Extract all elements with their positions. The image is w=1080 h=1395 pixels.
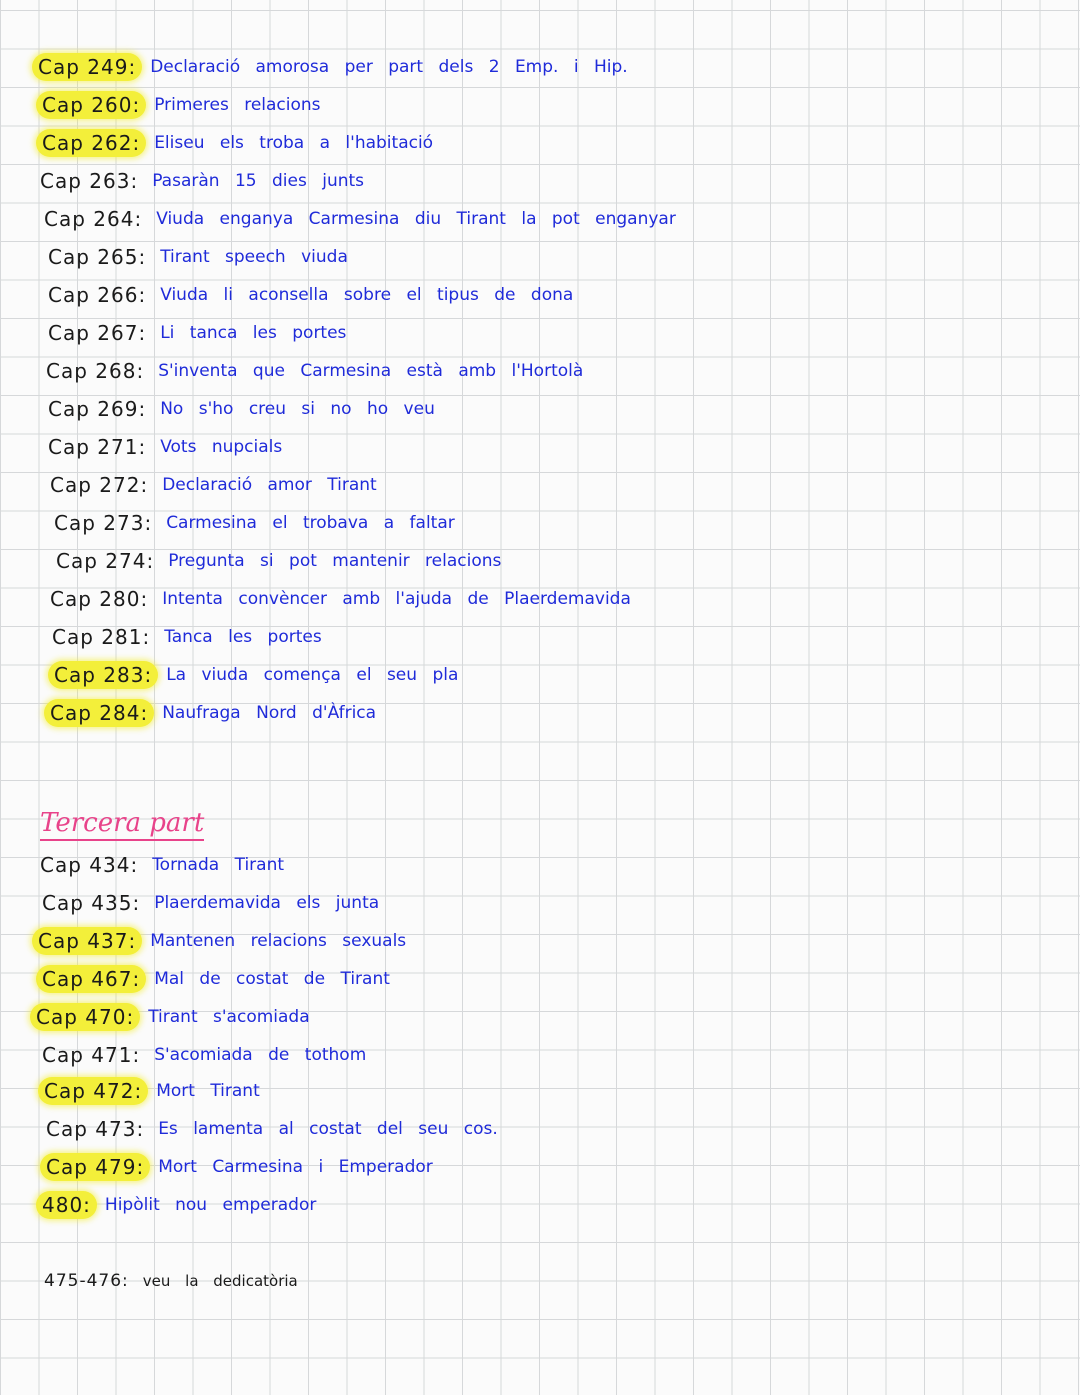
chapter-label: Cap 280: [50,587,149,611]
chapter-summary: Eliseu els troba a l'habitació [154,133,434,153]
footnote-line [38,1266,298,1296]
chapter-summary: Viuda enganya Carmesina diu Tirant la pot enganyar [156,209,676,229]
chapter-label: Cap 260: [36,91,146,119]
chapter-line [42,242,348,272]
chapter-line [48,508,455,538]
chapter-line [38,204,676,234]
chapter-summary: Pregunta si pot mantenir relacions [168,551,502,571]
chapter-summary: Declaració amor Tirant [162,475,377,495]
section-heading: Tercera part [40,808,204,841]
chapter-label: Cap 249: [32,53,142,81]
chapter-line [50,546,501,576]
chapter-label: Cap 437: [32,927,142,955]
chapter-label: Cap 283: [48,661,158,689]
chapter-line [36,888,379,918]
chapter-label: Cap 263: [40,169,139,193]
chapter-label: Cap 473: [46,1117,145,1141]
chapter-summary: S'acomiada de tothom [154,1045,367,1065]
chapter-label: Cap 479: [40,1153,150,1181]
chapter-summary: Tirant s'acomiada [148,1007,310,1027]
chapter-label: Cap 264: [44,207,143,231]
chapter-label: Cap 471: [42,1043,141,1067]
chapter-label: Cap 267: [48,321,147,345]
chapter-label: Cap 272: [50,473,149,497]
chapter-line [32,52,628,82]
chapter-label: Cap 266: [48,283,147,307]
chapter-line [42,394,435,424]
chapter-label: Cap 274: [56,549,155,573]
footnote-text: veu la dedicatòria [142,1272,298,1290]
chapter-line [36,128,433,158]
footnote-label: 475-476: [44,1271,129,1291]
chapter-summary: Mal de costat de Tirant [154,969,390,989]
chapter-label: Cap 269: [48,397,147,421]
chapter-line [36,1040,366,1070]
chapter-line [36,964,390,994]
chapter-line [44,584,631,614]
chapter-label: Cap 262: [36,129,146,157]
chapter-summary: Intenta convèncer amb l'ajuda de Plaerdemavida [162,589,631,609]
chapter-summary: Carmesina el trobava a faltar [166,513,455,533]
chapter-summary: No s'ho creu si no ho veu [160,399,435,419]
chapter-label: Cap 284: [44,699,154,727]
chapter-summary: Es lamenta al costat del seu cos. [158,1119,498,1139]
chapter-label: Cap 467: [36,965,146,993]
chapter-summary: Pasaràn 15 dies junts [152,171,365,191]
chapter-summary: Vots nupcials [160,437,283,457]
chapter-summary: Declaració amorosa per part dels 2 Emp. i Hip. [150,57,628,77]
chapter-summary: Li tanca les portes [160,323,347,343]
chapter-label: Cap 470: [30,1003,140,1031]
chapter-summary: S'inventa que Carmesina està amb l'Hortolà [158,361,584,381]
chapter-summary: Mort Tirant [156,1081,260,1101]
chapter-line [34,850,284,880]
chapter-label: Cap 472: [38,1077,148,1105]
chapter-label: Cap 271: [48,435,147,459]
chapter-line [36,1190,316,1220]
chapter-summary: La viuda comença el seu pla [166,665,459,685]
chapter-label: 480: [36,1191,97,1219]
chapter-label: Cap 435: [42,891,141,915]
chapter-label: Cap 265: [48,245,147,269]
chapter-line [42,280,573,310]
chapter-summary: Mantenen relacions sexuals [150,931,407,951]
chapter-line [40,1152,433,1182]
chapter-line [40,356,583,386]
chapter-summary: Primeres relacions [154,95,321,115]
chapter-summary: Tanca les portes [164,627,322,647]
chapter-summary: Plaerdemavida els junta [154,893,380,913]
chapter-summary: Tirant speech viuda [160,247,348,267]
chapter-line [42,432,282,462]
chapter-line [36,90,321,120]
chapter-summary: Viuda li aconsella sobre el tipus de dona [160,285,574,305]
chapter-label: Cap 268: [46,359,145,383]
chapter-summary: Naufraga Nord d'Àfrica [162,703,377,723]
chapter-line [44,470,377,500]
chapter-line [48,660,458,690]
chapter-line [42,318,346,348]
chapter-line [40,1114,498,1144]
chapter-label: Cap 281: [52,625,151,649]
chapter-label: Cap 273: [54,511,153,535]
chapter-summary: Hipòlit nou emperador [104,1195,317,1215]
chapter-summary: Mort Carmesina i Emperador [158,1157,433,1177]
chapter-line [32,926,406,956]
chapter-summary: Tornada Tirant [152,855,285,875]
chapter-line [34,166,364,196]
chapter-line [30,1002,310,1032]
chapter-line [44,698,376,728]
chapter-line [38,1076,260,1106]
chapter-line [46,622,322,652]
chapter-label: Cap 434: [40,853,139,877]
